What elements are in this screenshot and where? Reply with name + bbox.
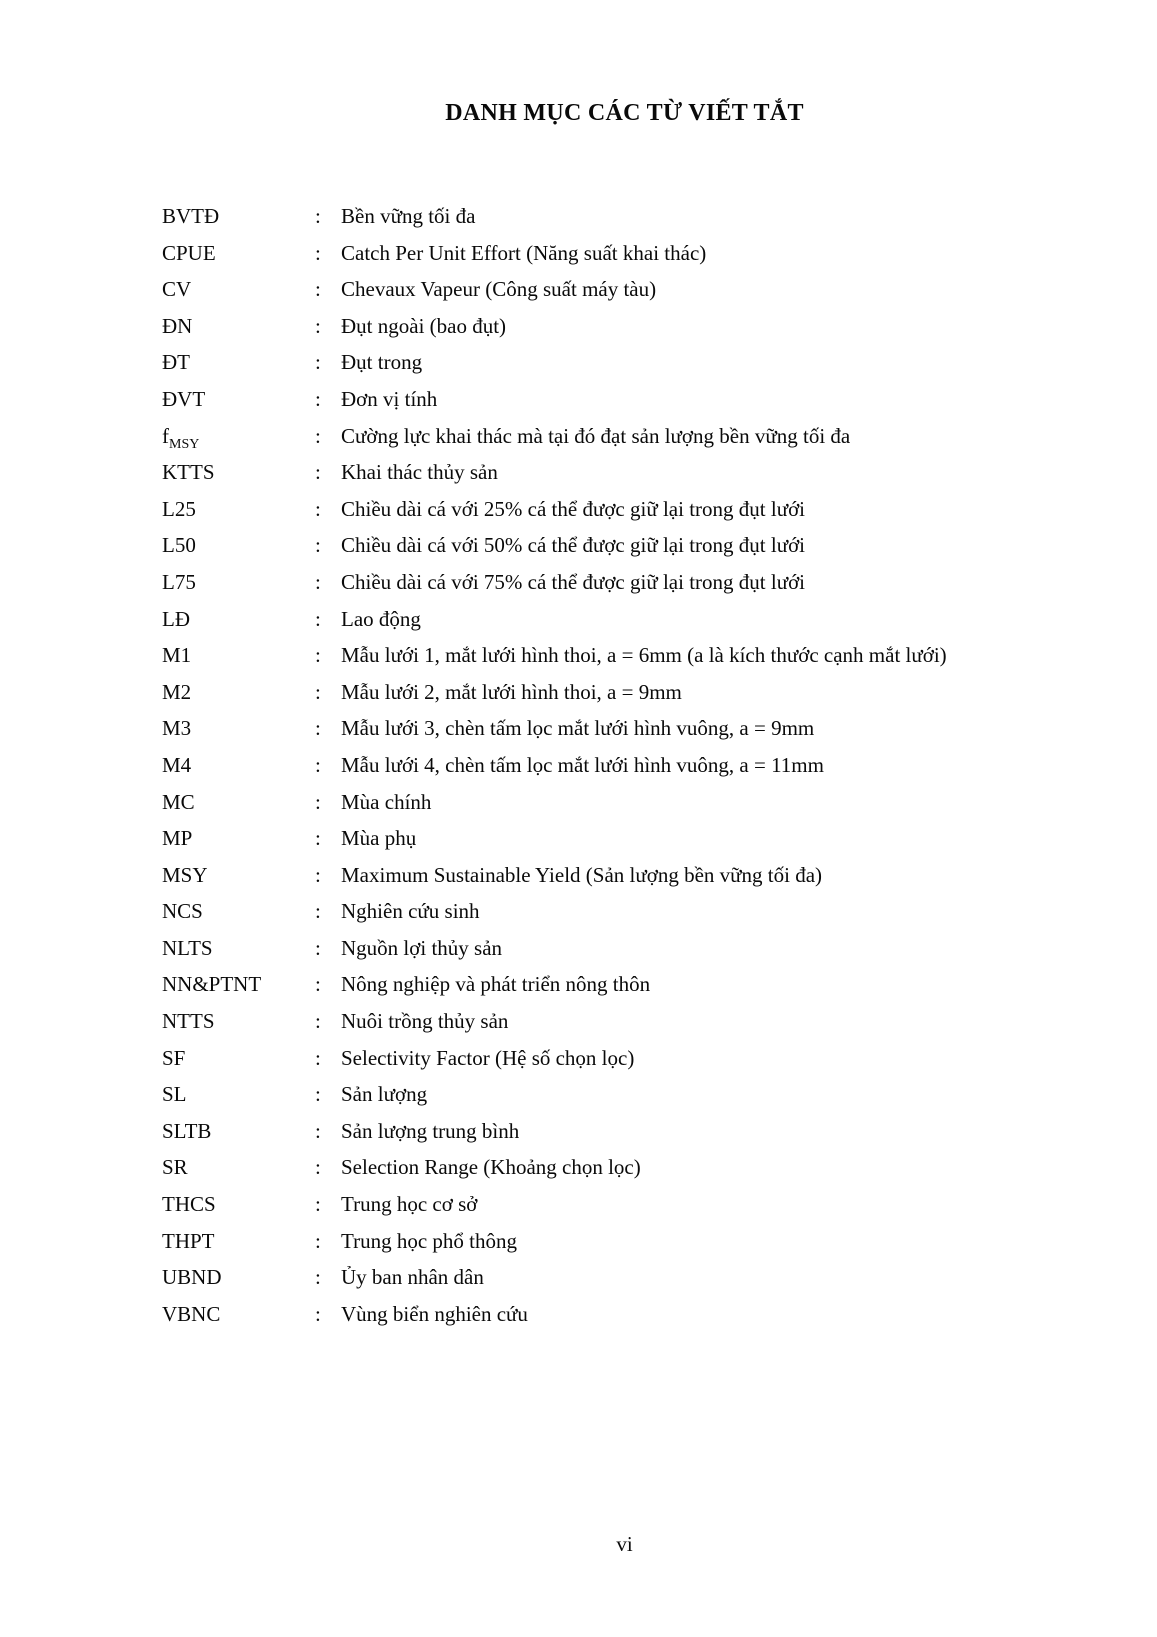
abbreviation-row xyxy=(162,1149,1117,1186)
abbreviation-row xyxy=(162,271,1117,308)
abbreviation-term-text: THPT xyxy=(162,1228,215,1253)
abbreviation-definition: Mẫu lưới 3, chèn tấm lọc mắt lưới hình vuông, a = 9mm xyxy=(341,716,815,741)
abbreviation-term-text: MC xyxy=(162,789,195,814)
abbreviation-term xyxy=(162,308,315,345)
separator-colon: : xyxy=(315,899,321,924)
abbreviation-definition: Chiều dài cá với 50% cá thể được giữ lại trong đụt lưới xyxy=(341,533,806,558)
abbreviation-definition: Mẫu lưới 4, chèn tấm lọc mắt lưới hình vuông, a = 11mm xyxy=(341,752,824,777)
abbreviation-definition: Mẫu lưới 2, mắt lưới hình thoi, a = 9mm xyxy=(341,679,682,704)
abbreviation-row xyxy=(162,1259,1117,1296)
abbreviation-term xyxy=(162,564,315,601)
separator-colon: : xyxy=(315,350,321,375)
abbreviation-term-text: SR xyxy=(162,1155,188,1180)
abbreviation-row xyxy=(162,527,1117,564)
abbreviation-row xyxy=(162,710,1117,747)
separator-colon: : xyxy=(315,826,321,851)
abbreviation-term-text: ĐN xyxy=(162,313,193,338)
abbreviation-term-text: M1 xyxy=(162,643,192,668)
separator-colon: : xyxy=(315,313,321,338)
separator-colon: : xyxy=(315,1155,321,1180)
separator-colon: : xyxy=(315,1118,321,1143)
abbreviation-row xyxy=(162,1113,1117,1150)
abbreviation-term-text: THCS xyxy=(162,1192,216,1217)
abbreviation-term xyxy=(162,235,315,272)
abbreviation-row xyxy=(162,235,1117,272)
abbreviation-definition: Nguồn lợi thủy sản xyxy=(341,935,503,960)
abbreviation-term xyxy=(162,857,315,894)
abbreviation-term-text: NN&PTNT xyxy=(162,972,262,997)
abbreviation-term xyxy=(162,381,315,418)
abbreviation-definition: Selectivity Factor (Hệ số chọn lọc) xyxy=(341,1045,635,1070)
separator-colon: : xyxy=(315,1228,321,1253)
abbreviation-term-text: MSY xyxy=(162,862,208,887)
abbreviation-term-text: L75 xyxy=(162,569,196,594)
separator-colon: : xyxy=(315,716,321,741)
separator-colon: : xyxy=(315,1301,321,1326)
abbreviation-list xyxy=(162,198,1117,1332)
abbreviation-term-text: NLTS xyxy=(162,935,213,960)
separator-colon: : xyxy=(315,1265,321,1290)
abbreviation-row xyxy=(162,930,1117,967)
abbreviation-row xyxy=(162,857,1117,894)
separator-colon: : xyxy=(315,972,321,997)
abbreviation-definition: Chiều dài cá với 75% cá thể được giữ lại trong đụt lưới xyxy=(341,569,806,594)
abbreviation-definition: Mẫu lưới 1, mắt lưới hình thoi, a = 6mm (a là kích thước cạnh mắt lưới) xyxy=(341,643,947,668)
abbreviation-term xyxy=(162,198,315,235)
abbreviation-row xyxy=(162,381,1117,418)
abbreviation-term xyxy=(162,418,315,455)
abbreviation-definition: Chevaux Vapeur (Công suất máy tàu) xyxy=(341,277,657,302)
abbreviation-term xyxy=(162,1223,315,1260)
abbreviation-term-text: CPUE xyxy=(162,240,216,265)
separator-colon: : xyxy=(315,569,321,594)
separator-colon: : xyxy=(315,1009,321,1034)
separator-colon: : xyxy=(315,679,321,704)
abbreviation-row xyxy=(162,198,1117,235)
separator-colon: : xyxy=(315,496,321,521)
abbreviation-term-text: UBND xyxy=(162,1265,222,1290)
abbreviation-definition: Đụt ngoài (bao đụt) xyxy=(341,313,507,338)
abbreviation-row xyxy=(162,1040,1117,1077)
abbreviation-term-text: f xyxy=(162,423,169,448)
abbreviation-definition: Sản lượng trung bình xyxy=(341,1118,520,1143)
abbreviation-term-text: BVTĐ xyxy=(162,204,220,228)
separator-colon: : xyxy=(315,752,321,777)
separator-colon: : xyxy=(315,1082,321,1107)
abbreviation-definition: Nông nghiệp và phát triển nông thôn xyxy=(341,972,651,997)
abbreviation-term xyxy=(162,637,315,674)
abbreviation-term xyxy=(162,747,315,784)
abbreviation-term-text: SF xyxy=(162,1045,186,1070)
separator-colon: : xyxy=(315,1045,321,1070)
abbreviation-term xyxy=(162,1259,315,1296)
abbreviation-row xyxy=(162,1296,1117,1333)
abbreviation-term xyxy=(162,1040,315,1077)
abbreviation-definition: Đụt trong xyxy=(341,350,423,375)
abbreviation-definition: Đơn vị tính xyxy=(341,386,438,411)
abbreviation-term xyxy=(162,454,315,491)
abbreviation-term-text: VBNC xyxy=(162,1301,221,1326)
abbreviation-term xyxy=(162,344,315,381)
abbreviation-row xyxy=(162,784,1117,821)
abbreviation-definition: Trung học cơ sở xyxy=(341,1192,478,1217)
abbreviation-term-subscript: MSY xyxy=(169,436,200,452)
abbreviation-term-text: L25 xyxy=(162,496,196,521)
abbreviation-definition: Sản lượng xyxy=(341,1082,428,1107)
abbreviation-term xyxy=(162,527,315,564)
separator-colon: : xyxy=(315,240,321,265)
abbreviation-definition: Khai thác thủy sản xyxy=(341,460,498,485)
abbreviation-term xyxy=(162,1149,315,1186)
abbreviation-row xyxy=(162,637,1117,674)
abbreviation-definition: Trung học phổ thông xyxy=(341,1228,517,1253)
abbreviation-term-text: SL xyxy=(162,1082,187,1107)
separator-colon: : xyxy=(315,789,321,814)
abbreviation-definition: Nghiên cứu sinh xyxy=(341,899,480,924)
abbreviation-term-text: L50 xyxy=(162,533,196,558)
abbreviation-term xyxy=(162,966,315,1003)
abbreviation-term-text: LĐ xyxy=(162,606,190,631)
abbreviation-term xyxy=(162,930,315,967)
abbreviation-row xyxy=(162,1076,1117,1113)
abbreviation-definition: Cường lực khai thác mà tại đó đạt sản lượng bền vững tối đa xyxy=(341,423,851,448)
abbreviation-term xyxy=(162,491,315,528)
abbreviation-term-text: SLTB xyxy=(162,1118,212,1143)
separator-colon: : xyxy=(315,862,321,887)
abbreviation-definition: Bền vững tối đa xyxy=(341,204,476,228)
separator-colon: : xyxy=(315,1192,321,1217)
separator-colon: : xyxy=(315,935,321,960)
abbreviation-definition: Selection Range (Khoảng chọn lọc) xyxy=(341,1155,641,1180)
separator-colon: : xyxy=(315,533,321,558)
abbreviation-definition: Lao động xyxy=(341,606,421,631)
abbreviation-row xyxy=(162,601,1117,638)
abbreviation-term-text: ĐT xyxy=(162,350,190,375)
abbreviation-term xyxy=(162,784,315,821)
page-number: vi xyxy=(616,1532,633,1556)
separator-colon: : xyxy=(315,386,321,411)
abbreviation-term-text: KTTS xyxy=(162,460,215,485)
abbreviation-row xyxy=(162,344,1117,381)
separator-colon: : xyxy=(315,460,321,485)
abbreviation-term-text: CV xyxy=(162,277,192,302)
abbreviation-row xyxy=(162,820,1117,857)
abbreviation-row xyxy=(162,564,1117,601)
abbreviation-term xyxy=(162,893,315,930)
abbreviation-row xyxy=(162,308,1117,345)
abbreviation-definition: Catch Per Unit Effort (Năng suất khai thác) xyxy=(341,240,707,265)
abbreviation-term-text: NTTS xyxy=(162,1009,215,1034)
abbreviation-term xyxy=(162,271,315,308)
abbreviation-row xyxy=(162,674,1117,711)
abbreviation-term xyxy=(162,674,315,711)
abbreviation-row xyxy=(162,491,1117,528)
abbreviation-term-text: M2 xyxy=(162,679,192,704)
abbreviation-row xyxy=(162,1186,1117,1223)
separator-colon: : xyxy=(315,277,321,302)
abbreviation-term-text: M3 xyxy=(162,716,192,741)
abbreviation-term xyxy=(162,1003,315,1040)
abbreviation-definition: Ủy ban nhân dân xyxy=(341,1265,484,1290)
abbreviation-row xyxy=(162,966,1117,1003)
separator-colon: : xyxy=(315,606,321,631)
abbreviation-term-text: MP xyxy=(162,826,193,851)
abbreviation-row xyxy=(162,1003,1117,1040)
abbreviation-term xyxy=(162,1076,315,1113)
abbreviation-term xyxy=(162,710,315,747)
abbreviation-term-text: M4 xyxy=(162,752,192,777)
abbreviation-definition: Vùng biển nghiên cứu xyxy=(341,1301,528,1326)
separator-colon: : xyxy=(315,643,321,668)
abbreviation-row xyxy=(162,893,1117,930)
abbreviation-row xyxy=(162,454,1117,491)
abbreviation-row xyxy=(162,747,1117,784)
abbreviation-term-text: NCS xyxy=(162,899,203,924)
separator-colon: : xyxy=(315,204,321,228)
abbreviation-definition: Nuôi trồng thủy sản xyxy=(341,1009,509,1034)
abbreviation-term xyxy=(162,1296,315,1333)
abbreviation-row xyxy=(162,418,1117,455)
abbreviation-definition: Mùa chính xyxy=(341,789,432,814)
abbreviation-term xyxy=(162,1113,315,1150)
abbreviation-term-text: ĐVT xyxy=(162,386,206,411)
abbreviation-definition: Chiều dài cá với 25% cá thể được giữ lại trong đụt lưới xyxy=(341,496,806,521)
abbreviation-term xyxy=(162,820,315,857)
page-title: DANH MỤC CÁC TỪ VIẾT TẮT xyxy=(445,100,804,126)
abbreviation-term xyxy=(162,1186,315,1223)
separator-colon: : xyxy=(315,423,321,448)
abbreviation-definition: Mùa phụ xyxy=(341,826,417,851)
abbreviation-definition: Maximum Sustainable Yield (Sản lượng bền vững tối đa) xyxy=(341,862,823,887)
abbreviation-term xyxy=(162,601,315,638)
abbreviation-row xyxy=(162,1223,1117,1260)
